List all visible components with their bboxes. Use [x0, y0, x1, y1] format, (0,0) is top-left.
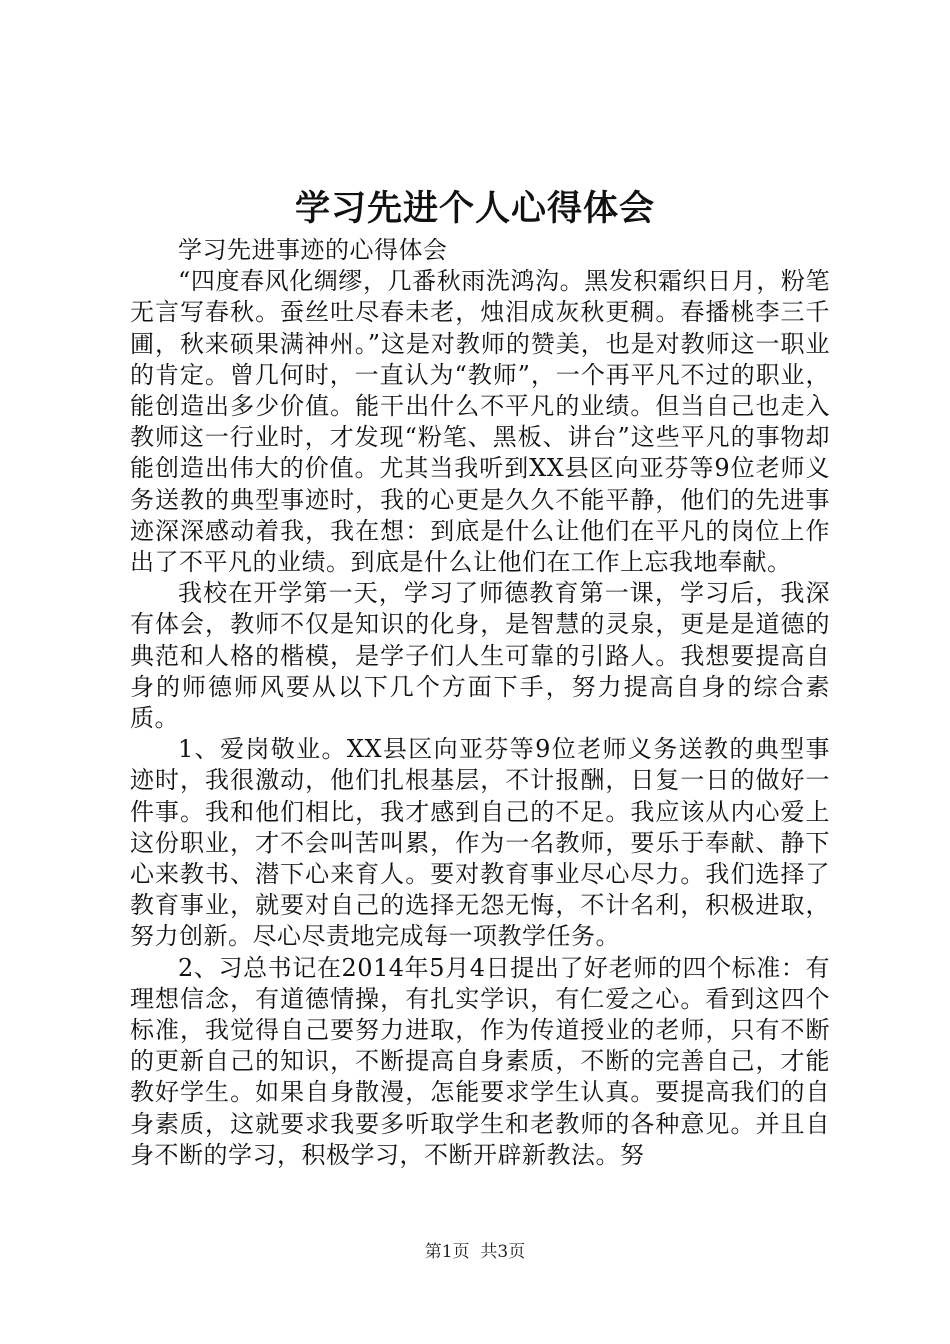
paragraph-intro: “四度春风化绸缪，几番秋雨洗鸿沟。黑发积霜织日月，粉笔无言写春秋。蚕丝吐尽春未老，烛泪成灰秋更稠。春播桃李三千圃，秋来硕果满神州。”这是对教师的赞美，也是对教师这一职业的肯定。曾几何时，一直认为“教师”，一个再平凡不过的职业，能创造出多少价值。能干出什么不平凡的业绩。但当自己也走入教师这一行业时，才发现“粉笔、黑板、讲台”这些平凡的事物却能创造出伟大的价值。尤其当我听到XX县区向亚芬等9位老师义务送教的典型事迹时，我的心更是久久不能平静，他们的先进事迹深深感动着我，我在想：到底是什么让他们在平凡的岗位上作出了不平凡的业绩。到底是什么让他们在工作上忘我地奉献。 — [130, 267, 830, 577]
page-number: 第1页 — [424, 1242, 470, 1262]
document-body — [130, 235, 830, 1171]
page-total: 共3页 — [480, 1242, 526, 1262]
paragraph-school: 我校在开学第一天，学习了师德教育第一课，学习后，我深有体会，教师不仅是知识的化身，是智慧的灵泉，更是是道德的典范和人格的楷模，是学子们人生可靠的引路人。我想要提高自身的师德师风要从以下几个方面下手，努力提高自身的综合素质。 — [130, 579, 830, 733]
page-footer — [0, 1240, 950, 1264]
paragraph-point-2: 2、习总书记在2014年5月4日提出了好老师的四个标准：有理想信念，有道德情操，有扎实学识，有仁爱之心。看到这四个标准，我觉得自己要努力进取，作为传道授业的老师，只有不断的更新自己的知识，不断提高自身素质，不断的完善自己，才能教好学生。如果自身散漫，怎能要求学生认真。要提高我们的自身素质，这就要求我要多听取学生和老教师的各种意见。并且自身不断的学习，积极学习，不断开辟新教法。努 — [130, 953, 830, 1169]
paragraph-point-1: 1、爱岗敬业。XX县区向亚芬等9位老师义务送教的典型事迹时，我很激动，他们扎根基层，不计报酬，日复一日的做好一件事。我和他们相比，我才感到自己的不足。我应该从内心爱上这份职业，才不会叫苦叫累，作为一名教师，要乐于奉献、静下心来教书、潜下心来育人。要对教育事业尽心尽力。我们选择了教育事业，就要对自己的选择无怨无悔，不计名利，积极进取，努力创新。尽心尽责地完成每一项教学任务。 — [130, 735, 830, 951]
document-subtitle: 学习先进事迹的心得体会 — [178, 236, 448, 264]
footer-separator — [470, 1242, 481, 1262]
document-title: 学习先进个人心得体会 — [294, 188, 655, 229]
